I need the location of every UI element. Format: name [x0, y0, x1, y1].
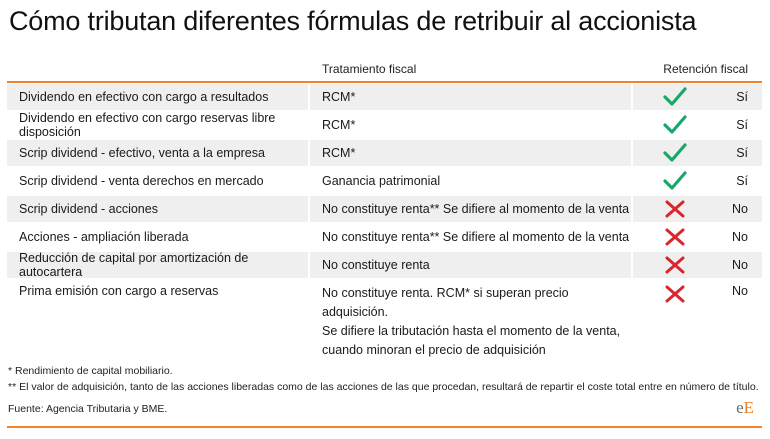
treatment-line: Se difiere la tributación hasta el momento de la venta,	[322, 324, 621, 338]
treatment-cell: RCM*	[322, 118, 356, 132]
table-row	[7, 196, 762, 222]
page-title: Cómo tributan diferentes fórmulas de retribuir al accionista	[9, 6, 697, 36]
header-retencion-fiscal: Retención fiscal	[663, 62, 748, 76]
header-tratamiento-fiscal: Tratamiento fiscal	[322, 62, 417, 76]
treatment-cell: RCM*	[310, 84, 631, 110]
table-row	[7, 84, 762, 110]
check-icon	[663, 143, 687, 163]
retention-cell	[633, 84, 762, 110]
retention-answer: No	[732, 258, 748, 272]
treatment-cell: RCM*	[310, 140, 631, 166]
check-icon	[663, 87, 687, 107]
publisher-logo: eE	[736, 398, 754, 417]
table-row	[7, 168, 762, 194]
retention-cell	[633, 252, 762, 278]
concept-cell: Reducción de capital por amortización de autocartera	[7, 252, 308, 278]
concept-cell: Dividendo en efectivo con cargo a resultados	[7, 84, 308, 110]
cross-icon	[663, 199, 687, 219]
concept-cell: Scrip dividend - acciones	[7, 196, 308, 222]
check-icon	[663, 171, 687, 191]
check-icon	[663, 115, 687, 135]
retention-answer: Sí	[736, 174, 748, 188]
concept-cell: Scrip dividend - efectivo, venta a la empresa	[7, 140, 308, 166]
treatment-line: cuando minoran el precio de adquisición	[322, 343, 546, 357]
retention-answer: No	[732, 230, 748, 244]
retention-cell	[633, 224, 762, 250]
concept-cell: Scrip dividend - venta derechos en mercado	[19, 174, 264, 188]
source-note: Fuente: Agencia Tributaria y BME.	[8, 403, 168, 415]
table-row	[7, 280, 762, 357]
retention-answer: No	[732, 284, 748, 298]
retention-cell	[633, 168, 762, 194]
footnote-rcm: * Rendimiento de capital mobiliario.	[8, 365, 173, 377]
retention-cell	[633, 140, 762, 166]
retention-answer: Sí	[736, 90, 748, 104]
concept-cell: Prima emisión con cargo a reservas	[19, 284, 219, 298]
table-row	[7, 224, 762, 250]
retention-cell	[633, 280, 762, 346]
tax-table	[7, 84, 762, 357]
header-divider	[7, 81, 762, 83]
footer-divider	[7, 426, 762, 428]
concept-cell: Dividendo en efectivo con cargo reservas libre disposición	[19, 111, 276, 139]
treatment-cell: No constituye renta** Se difiere al momento de la venta	[310, 196, 631, 222]
retention-cell	[633, 112, 762, 138]
retention-answer: Sí	[736, 118, 748, 132]
footnote-acquisition-value: ** El valor de adquisición, tanto de las acciones liberadas como de las acciones de las que procedan, resultará de repartir el coste total entre en número de título.	[8, 381, 759, 393]
table-row	[7, 112, 762, 138]
table-row	[7, 140, 762, 166]
cross-icon	[663, 255, 687, 275]
cross-icon	[663, 227, 687, 247]
concept-cell: Acciones - ampliación liberada	[19, 230, 189, 244]
treatment-cell: Ganancia patrimonial	[322, 174, 441, 188]
table-row	[7, 252, 762, 278]
treatment-cell: No constituye renta	[310, 252, 631, 278]
retention-answer: No	[732, 202, 748, 216]
treatment-line: No constituye renta. RCM* si superan precio adquisición.	[322, 286, 569, 319]
retention-answer: Sí	[736, 146, 748, 160]
treatment-cell: No constituye renta** Se difiere al momento de la venta	[322, 230, 630, 244]
cross-icon	[663, 284, 687, 304]
retention-cell	[633, 196, 762, 222]
treatment-cell	[310, 280, 631, 357]
